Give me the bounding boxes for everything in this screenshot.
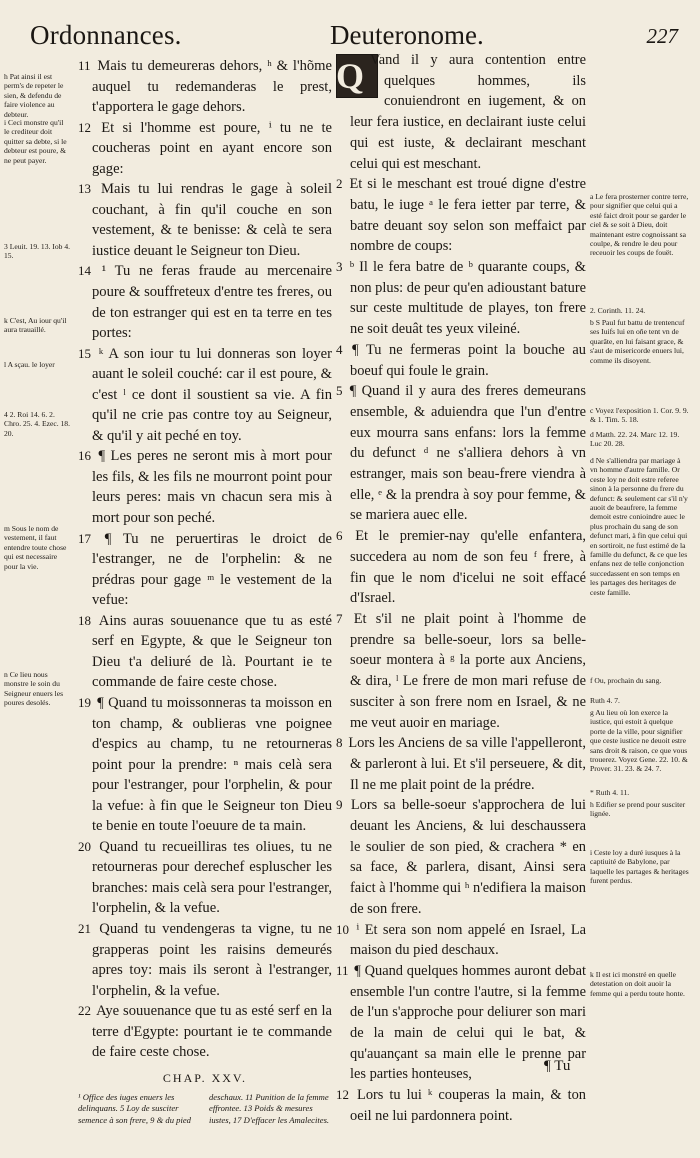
margin-note: d Ne s'alliendra par mariage à vn homme d'autre famille. Or ceste loy ne doit estre referee sinon à la personne du frere du defunct: & seulement car s'il n'y auoit de beaufrere, la femme demoit estre conioindre auec le plus prochain du sang de son defunct mari, à fin que celui qui en sortiroit, ne fust estimé de la famille du defunct, & ce que les enfans nez de telle conjonction succedassent en son temps en les partages des heritages de ceste famille. <box>590 456 688 597</box>
margin-note: 4 2. Roi 14. 6. 2. Chro. 25. 4. Ezec. 18. 20. <box>4 410 71 438</box>
verse: 7 Et s'il ne plait point à l'homme de prendre sa belle-soeur, lors sa belle-soeur montera à ᵍ la porte aux Anciens, & dira, ˡ Le frere de mon mari refuse de susciter à son frere nom en Israel, & ne me veut auoir en mariage. <box>336 610 586 731</box>
verse: 18 Ains auras souuenance que tu as esté serf en Egypte, & que le Seigneur ton Dieu t'a deliuré de là. Pourtant ie te commande de faire ceste chose. <box>78 612 332 691</box>
verse: 11 ¶ Quand quelques hommes auront debat ensemble l'un contre l'autre, si la femme de l'un s'approche pour deliurer son mari de la main de celui qui le bat, & qu'auançant sa main elle le prenne par les parties honteuses, <box>336 962 586 1083</box>
margin-note: k Il est ici monstré en quelle detestation on doit auoir la femme qui a perdu toute honte. <box>590 970 685 998</box>
verse: 2 Et si le meschant est troué digne d'estre batu, le iuge ᵃ le fera ietter par terre, & batre deuant soy selon son meffaict par nombre de coups: <box>336 176 586 255</box>
margin-note: n Ce lieu nous monstre le soin du Seigneur enuers les poures desolés. <box>4 670 64 708</box>
verse: 22 Aye souuenance que tu as esté serf en la terre d'Egypte: pourtant ie te commande de faire ceste chose. <box>78 1003 333 1061</box>
margin-note: g Au lieu où lon exerce la iustice, qui estoit à quelque porte de la ville, pour signifier que ceste iustice ne deuoit estre sans droit & raison, ce que vous trouerez. Voyez Gene. 22. 10. & Prover. 31. 23. & 24. 7. <box>590 708 688 774</box>
verse: 10 ⁱ Et sera son nom appelé en Israel, La maison du pied deschaux. <box>336 921 586 959</box>
margin-note: m Sous le nom de vestement, il faut entendre toute chose qui est necessaire pour la vie. <box>4 524 67 571</box>
margin-note: b S Paul fut battu de trentencuf ses Iuifs lui en oñe tent vn de quarãte, en lui faisant grace, & s'aut de misericorde enuers lui, comme ils disoyent. <box>590 318 685 365</box>
verse: 17 ¶ Tu ne peruertiras le droict de l'estranger, ne de l'orphelin: & ne prédras pour gage ᵐ le vestement de la vefue: <box>78 530 332 609</box>
margin-note: 3 Leuit. 19. 13. Iob 4. 15. <box>4 242 71 261</box>
verse: 9 Lors sa belle-soeur s'approchera de lui deuant les Anciens, & lui deschaussera le soulier de son pied, & crachera * en sa face, & parlera, disant, Ainsi sera faict à l'homme qui ʰ n'edifiera la maison de son frere. <box>336 797 586 917</box>
margin-note: * Ruth 4. 11. <box>590 788 630 797</box>
verse: 13 Mais tu lui rendras le gage à soleil couchant, à fin qu'il couche en son vestement, & te benisse: & celà te sera iustice deuant le Seigneur ton Dieu. <box>78 181 332 259</box>
margin-note: 2. Corinth. 11. 24. <box>590 306 646 315</box>
verse: 16 ¶ Les peres ne seront mis à mort pour les fils, & les fils ne mourront point pour leurs peres: mais vn chacun sera mis à mort pour son peché. <box>78 448 332 527</box>
margin-note: h Pat ainsi il est perm's de repeter le sien, & defendu de faire violence au debteur. <box>4 72 64 119</box>
text-column-left <box>78 56 332 1126</box>
verse: 5 ¶ Quand il y aura des freres demeurans ensemble, & aduiendra que l'un d'entre eux mourra sans enfans: lors la femme du defunct ᵈ ne s'alliera dehors à vn estranger, mais son beau-frere viendra à elle, ᵉ & la prendra à soy pour femme, & se mariera auec elle. <box>336 383 586 524</box>
margin-note: c Voyez l'exposition 1. Cor. 9. 9. & 1. Tim. 5. 18. <box>590 406 689 425</box>
margin-note: h Edifier se prend pour susciter lignée. <box>590 800 686 819</box>
header-title-left: Ordonnances. <box>30 20 182 50</box>
verse: 4 ¶ Tu ne fermeras point la bouche au boeuf qui foule le grain. <box>336 341 586 379</box>
verse: 8 Lors les Anciens de sa ville l'appelleront, & parleront à lui. Et s'il perseuere, & dit, Il ne me plait point de la prédre. <box>336 735 586 793</box>
margin-note: a Le fera prosterner contre terre, pour signifier que celui qui a esté faict droit pour se garder le ciel & se soit à Dieu, doit maintenant estre cognoissant sa coulpe, & rendre le deu pour receuoir les coups de fouët. <box>590 192 689 258</box>
page-number: 227 <box>646 24 678 48</box>
verse: 19 ¶ Quand tu moissonneras ta moisson en ton champ, & oublieras vne poignee d'espics au champ, tu ne retourneras point pour la prendre: ⁿ mais celà sera pour l'estranger, pour l'orphelin, & pour la vefue: à fin que le Seigneur ton Dieu te benie en toute l'oeuure de ta main. <box>78 694 332 835</box>
chapter-summary: ¹ Office des iuges enuers les delinquans. 5 Loy de susciter semence à son frere, 9 & du pied deschaux. 11 Punition de la femme effrontee. 13 Poids & mesures iustes, 17 D'effacer les Amalecites. <box>78 1091 330 1125</box>
verse: 14 ¹ Tu ne feras fraude au mercenaire poure & souffreteux d'entre tes freres, ou de ton estranger qui est en ta terre en tes portes: <box>78 263 332 342</box>
verse: 3 ᵇ Il le fera batre de ᵇ quarante coups, & non plus: de peur qu'en adioustant bature sur ceste multitude de playes, ton frere ne soit deuât tes yeux vileiné. <box>336 259 586 338</box>
chapter-heading: CHAP. XXV. <box>162 1070 248 1085</box>
verse: 21 Quand tu vendengeras ta vigne, tu ne grapperas point les raisins demeurés apres toy: mais ils seront à l'estranger, l'orphelin, & la vefue. <box>78 920 332 999</box>
margin-note: i Ceci monstre qu'il le crediteur doit quitter sa debte, si le debteur est poure, & ne peut payer. <box>4 118 67 165</box>
verse: 11 Mais tu demeureras dehors, ʰ & l'hõme auquel tu redemanderas le prest, t'apportera le gage dehors. <box>78 58 332 116</box>
header-title-book: Deuteronome. <box>330 20 484 50</box>
margin-note: k C'est, Au iour qu'il aura trauaillé. <box>4 316 67 335</box>
margin-note: l A sçau. le loyer <box>4 360 55 369</box>
verse: 20 Quand tu recueilliras tes oliues, tu ne retourneras pour derechef espluscher les branches: mais celà sera pour l'estranger, l'orphelin, & la vefue. <box>78 838 332 917</box>
drop-cap: Q <box>336 54 378 98</box>
text-column-right <box>336 50 586 1127</box>
catchword: ¶ Tu <box>544 1058 571 1074</box>
verse: 6 Et le premier-nay qu'elle enfantera, succedera au nom de son feu ᶠ frere, à fin que le nom d'icelui ne soit effacé d'Israel. <box>336 528 586 607</box>
margin-note: d Matth. 22. 24. Marc 12. 19. Luc 20. 28. <box>590 430 680 449</box>
margin-note: f Ou, prochain du sang. <box>590 676 662 685</box>
verse: 15 ᵏ A son iour tu lui donneras son loyer auant le soleil couché: car il est poure, & c'est ˡ ce dont il soustient sa vie. A fin qu'il ne crie pas contre toy au Seigneur, & qu'il y ait peché en toy. <box>78 345 332 444</box>
verse: 12 Lors tu lui ᵏ couperas la main, & ton oeil ne lui pardonnera point. <box>336 1087 586 1124</box>
margin-note: Ruth 4. 7. <box>590 696 620 705</box>
verse: 12 Et si l'homme est poure, ⁱ tu ne te coucheras point en ayant encore son gage: <box>78 119 333 177</box>
verse: Q Vand il y aura contention entre quelques hommes, ils conuiendront en iugement, & on leur fera iustice, en declairant iuste celui qui est iuste, & declairant meschant celui qui est meschant. <box>335 52 586 172</box>
margin-note: i Ceste loy a duré iusques à la captiuité de Babylone, par laquelle les partages & heritages furent perdus. <box>590 848 689 886</box>
